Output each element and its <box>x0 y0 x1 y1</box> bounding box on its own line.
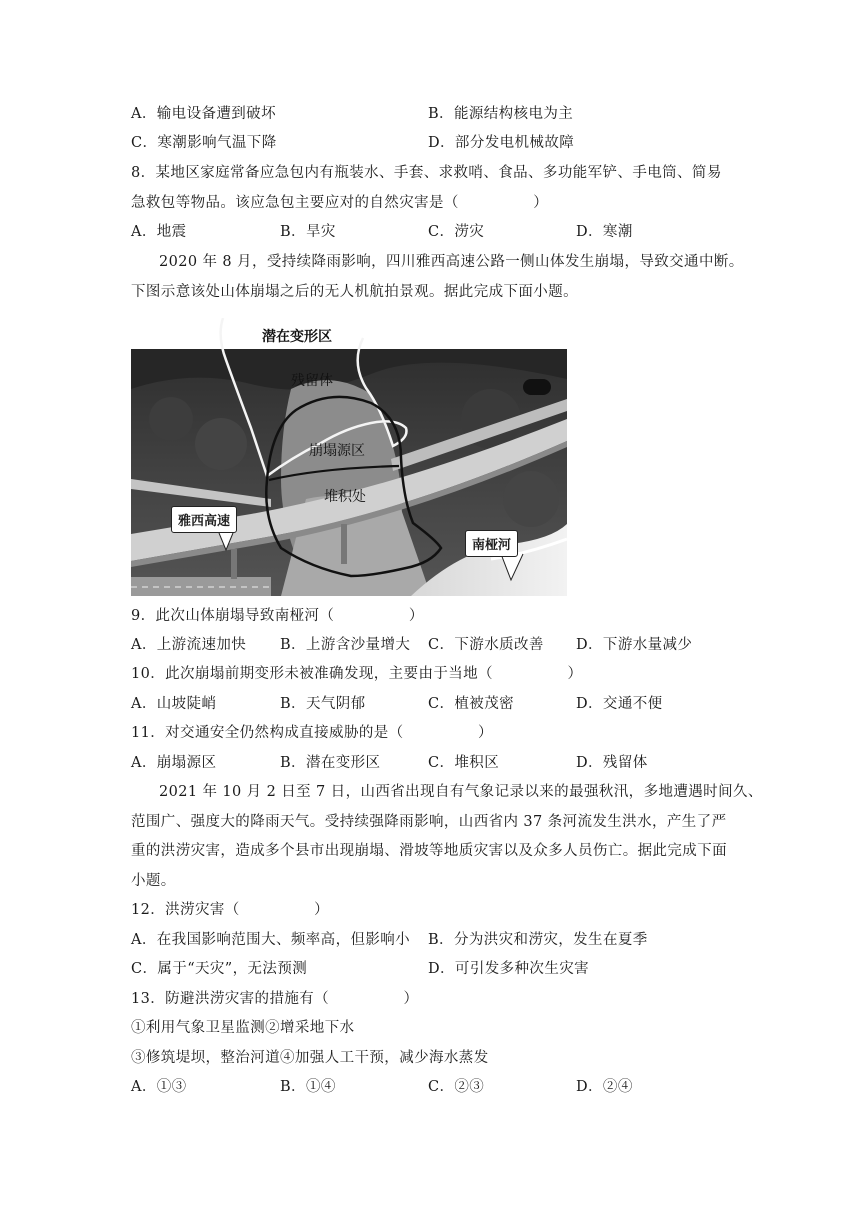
passage1-line1: 2020 年 8 月，受持续降雨影响，四川雅西高速公路一侧山体发生崩塌，导致交通中断。 <box>159 254 744 270</box>
q9-stem: 9．此次山体崩塌导致南桠河（ ） <box>131 608 424 624</box>
q13-stem: 13．防避洪涝灾害的措施有（ ） <box>131 991 419 1007</box>
q8-option-a: A．地震 <box>131 224 187 240</box>
q8-option-b: B．旱灾 <box>280 224 336 240</box>
q13-items-line2: ③修筑堤坝，整治河道④加强人工干预，减少海水蒸发 <box>131 1050 489 1066</box>
q12-option-a: A．在我国影响范围大、频率高，但影响小 <box>131 932 411 948</box>
label-residual-body: 残留体 <box>291 373 333 389</box>
label-potential-deformation-zone: 潜在变形区 <box>262 329 332 345</box>
passage2-line1: 2021 年 10 月 2 日至 7 日，山西省出现自有气象记录以来的最强秋汛，多地遭遇时间久、 <box>159 784 763 800</box>
label-yaxi-highway: 雅西高速 <box>171 506 237 533</box>
q13-option-a: A．①③ <box>131 1079 187 1095</box>
q10-option-d: D．交通不便 <box>576 696 663 712</box>
q10-stem: 10．此次崩塌前期变形未被准确发现，主要由于当地（ ） <box>131 666 583 682</box>
q8-option-d: D．寒潮 <box>576 224 633 240</box>
q13-items-line1: ①利用气象卫星监测②增采地下水 <box>131 1020 355 1036</box>
passage2-line2: 范围广、强度大的降雨天气。受持续强降雨影响，山西省内 37 条河流发生洪水，产生了严 <box>131 814 727 830</box>
q12-stem: 12．洪涝灾害（ ） <box>131 902 330 918</box>
q7-option-d: D．部分发电机械故障 <box>428 135 575 151</box>
q7-option-c: C．寒潮影响气温下降 <box>131 135 277 151</box>
q11-option-d: D．残留体 <box>576 755 648 771</box>
label-collapse-source: 崩塌源区 <box>309 443 365 459</box>
q10-option-b: B．天气阴郁 <box>280 696 366 712</box>
q13-option-d: D．②④ <box>576 1079 633 1095</box>
collapse-figure <box>131 318 567 596</box>
q11-stem: 11．对交通安全仍然构成直接威胁的是（ ） <box>131 725 493 741</box>
q9-option-d: D．下游水量减少 <box>576 637 693 653</box>
q9-option-b: B．上游含沙量增大 <box>280 637 411 653</box>
q12-option-b: B．分为洪灾和涝灾，发生在夏季 <box>428 932 648 948</box>
q12-option-c: C．属于“天灾”，无法预测 <box>131 961 308 977</box>
label-deposit-area: 堆积处 <box>324 489 366 505</box>
passage1-line2: 下图示意该处山体崩塌之后的无人机航拍景观。据此完成下面小题。 <box>131 284 578 300</box>
q13-option-c: C．②③ <box>428 1079 485 1095</box>
q13-option-b: B．①④ <box>280 1079 336 1095</box>
q8-stem-line1: 8．某地区家庭常备应急包内有瓶装水、手套、求救哨、食品、多功能军铲、手电筒、简易 <box>131 165 722 181</box>
q9-option-c: C．下游水质改善 <box>428 637 544 653</box>
q11-option-b: B．潜在变形区 <box>280 755 381 771</box>
q11-option-a: A．崩塌源区 <box>131 755 217 771</box>
q12-option-d: D．可引发多种次生灾害 <box>428 961 590 977</box>
q11-option-c: C．堆积区 <box>428 755 500 771</box>
label-nanya-river: 南桠河 <box>465 530 518 557</box>
q10-option-a: A．山坡陡峭 <box>131 696 217 712</box>
passage2-line4: 小题。 <box>131 873 176 889</box>
q7-option-b: B．能源结构核电为主 <box>428 106 574 122</box>
q9-option-a: A．上游流速加快 <box>131 637 247 653</box>
q8-option-c: C．涝灾 <box>428 224 485 240</box>
q8-stem-line2: 急救包等物品。该应急包主要应对的自然灾害是（ ） <box>131 195 549 211</box>
q7-option-a: A．输电设备遭到破坏 <box>131 106 276 122</box>
q10-option-c: C．植被茂密 <box>428 696 514 712</box>
passage2-line3: 重的洪涝灾害，造成多个县市出现崩塌、滑坡等地质灾害以及众多人员伤亡。据此完成下面 <box>131 843 727 859</box>
